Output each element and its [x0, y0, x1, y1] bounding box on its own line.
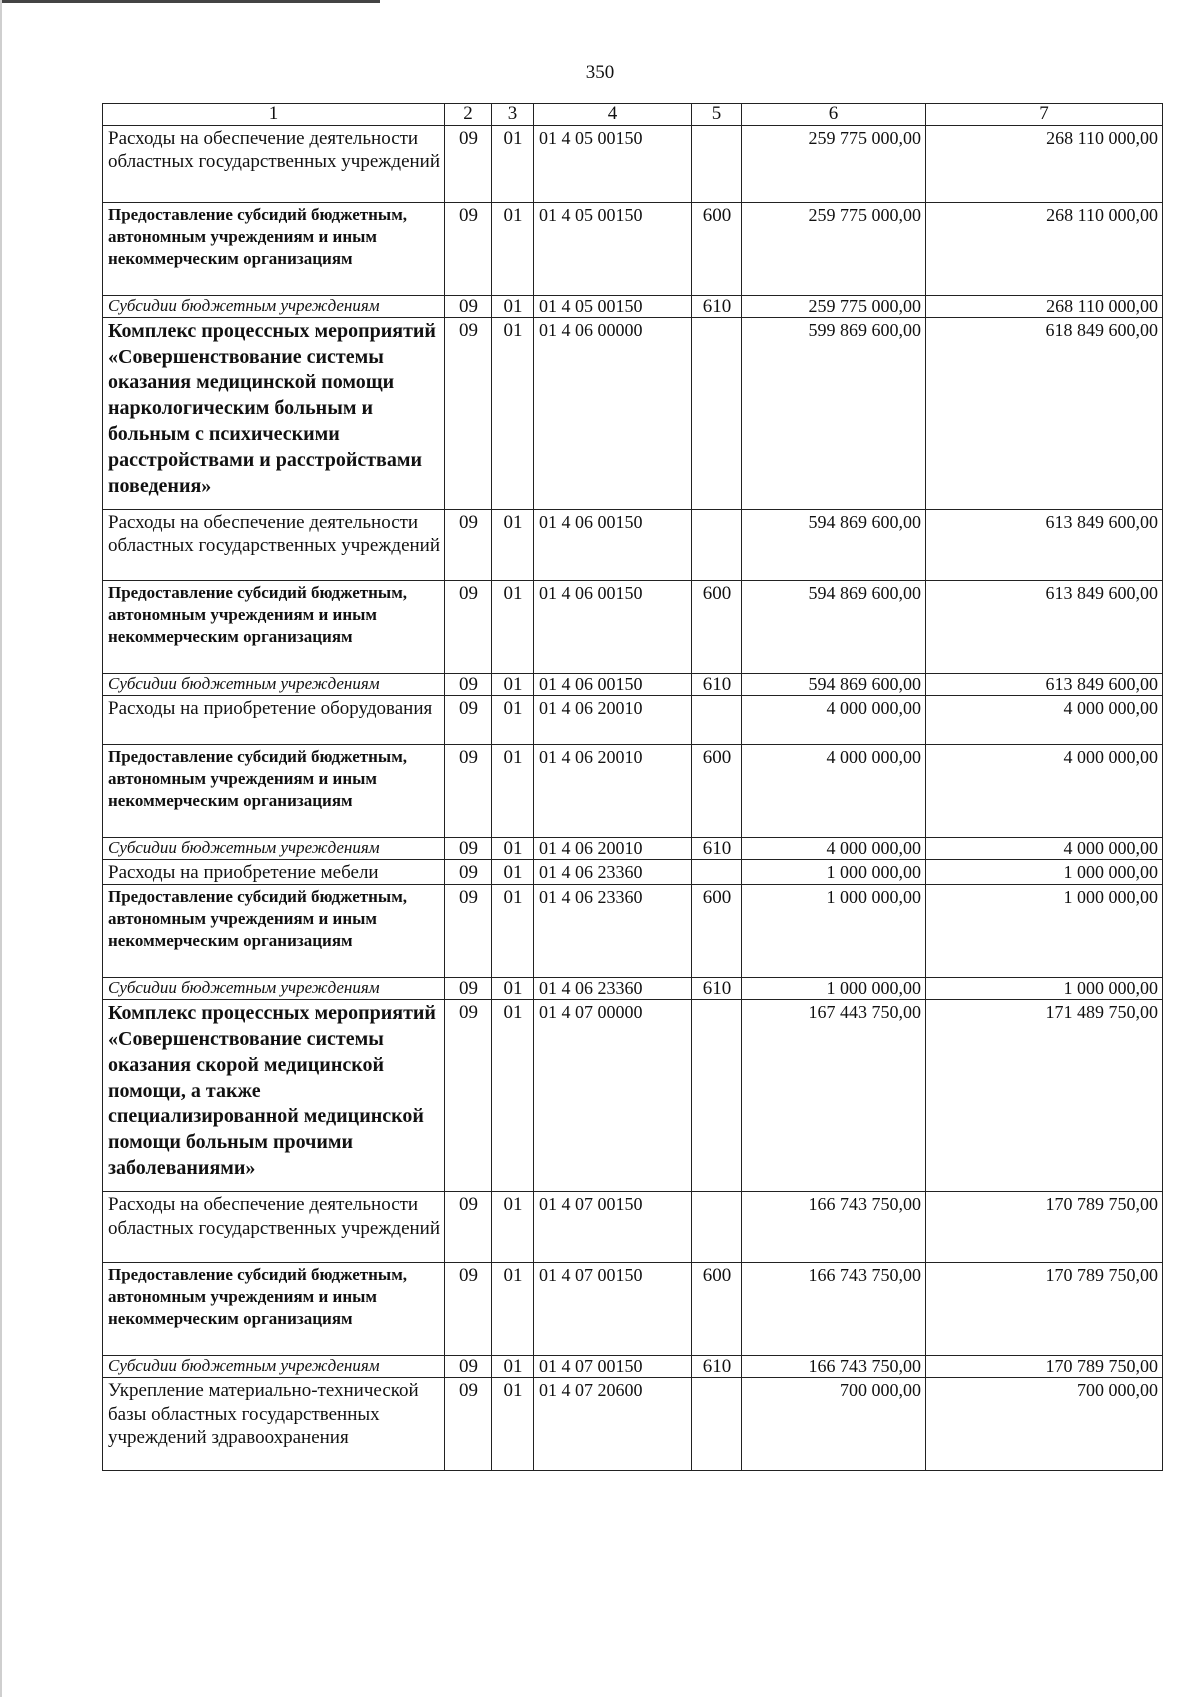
- amount-year-2-cell: 170 789 750,00: [926, 1356, 1163, 1378]
- column-header: 3: [492, 104, 534, 126]
- amount-year-2-cell: 613 849 600,00: [926, 580, 1163, 673]
- amount-year-1-cell: 700 000,00: [742, 1378, 926, 1471]
- table-row: [103, 1192, 1163, 1263]
- amount-year-1-cell: 166 743 750,00: [742, 1356, 926, 1378]
- table-row: [103, 978, 1163, 1000]
- row-name-cell: Расходы на обеспечение деятельности областных государственных учреждений: [103, 125, 445, 202]
- subsection-code-cell: 01: [492, 978, 534, 1000]
- subsection-code-cell: 01: [492, 125, 534, 202]
- amount-year-1-cell: 594 869 600,00: [742, 673, 926, 695]
- subsection-code-cell: 01: [492, 695, 534, 744]
- section-code-cell: 09: [445, 837, 492, 859]
- target-article-cell: 01 4 07 00150: [534, 1263, 692, 1356]
- table-row: [103, 695, 1163, 744]
- row-name-cell: Субсидии бюджетным учреждениям: [103, 673, 445, 695]
- subsection-code-cell: 01: [492, 295, 534, 317]
- table-row: [103, 859, 1163, 884]
- scan-edge-rule: [0, 0, 380, 3]
- amount-year-1-cell: 166 743 750,00: [742, 1192, 926, 1263]
- amount-year-1-cell: 259 775 000,00: [742, 125, 926, 202]
- amount-year-2-cell: 4 000 000,00: [926, 837, 1163, 859]
- expense-type-cell: 600: [692, 744, 742, 837]
- column-header: 5: [692, 104, 742, 126]
- amount-year-2-cell: 4 000 000,00: [926, 744, 1163, 837]
- amount-year-2-cell: 700 000,00: [926, 1378, 1163, 1471]
- section-code-cell: 09: [445, 1263, 492, 1356]
- section-code-cell: 09: [445, 673, 492, 695]
- amount-year-1-cell: 1 000 000,00: [742, 859, 926, 884]
- subsection-code-cell: 01: [492, 1263, 534, 1356]
- subsection-code-cell: 01: [492, 1356, 534, 1378]
- target-article-cell: 01 4 05 00150: [534, 125, 692, 202]
- section-code-cell: 09: [445, 885, 492, 978]
- amount-year-1-cell: 4 000 000,00: [742, 744, 926, 837]
- amount-year-2-cell: 268 110 000,00: [926, 202, 1163, 295]
- table-row: [103, 885, 1163, 978]
- amount-year-2-cell: 613 849 600,00: [926, 673, 1163, 695]
- section-code-cell: 09: [445, 695, 492, 744]
- section-code-cell: 09: [445, 509, 492, 580]
- row-name-cell: Субсидии бюджетным учреждениям: [103, 295, 445, 317]
- section-code-cell: 09: [445, 125, 492, 202]
- expense-type-cell: 610: [692, 295, 742, 317]
- target-article-cell: 01 4 07 00150: [534, 1356, 692, 1378]
- row-name-cell: Расходы на обеспечение деятельности областных государственных учреждений: [103, 1192, 445, 1263]
- column-header: 7: [926, 104, 1163, 126]
- row-name-cell: Предоставление субсидий бюджетным, автономным учреждениям и иным некоммерческим организациям: [103, 744, 445, 837]
- subsection-code-cell: 01: [492, 1192, 534, 1263]
- target-article-cell: 01 4 07 20600: [534, 1378, 692, 1471]
- column-header: 6: [742, 104, 926, 126]
- amount-year-1-cell: 594 869 600,00: [742, 509, 926, 580]
- row-name-cell: Расходы на приобретение мебели: [103, 859, 445, 884]
- subsection-code-cell: 01: [492, 673, 534, 695]
- expense-type-cell: [692, 1000, 742, 1192]
- target-article-cell: 01 4 06 00000: [534, 317, 692, 509]
- subsection-code-cell: 01: [492, 1000, 534, 1192]
- amount-year-2-cell: 613 849 600,00: [926, 509, 1163, 580]
- section-code-cell: 09: [445, 580, 492, 673]
- amount-year-2-cell: 1 000 000,00: [926, 885, 1163, 978]
- amount-year-1-cell: 259 775 000,00: [742, 202, 926, 295]
- subsection-code-cell: 01: [492, 885, 534, 978]
- expense-type-cell: [692, 859, 742, 884]
- target-article-cell: 01 4 05 00150: [534, 202, 692, 295]
- subsection-code-cell: 01: [492, 580, 534, 673]
- target-article-cell: 01 4 06 20010: [534, 744, 692, 837]
- table-row: [103, 202, 1163, 295]
- amount-year-1-cell: 599 869 600,00: [742, 317, 926, 509]
- row-name-cell: Субсидии бюджетным учреждениям: [103, 978, 445, 1000]
- target-article-cell: 01 4 05 00150: [534, 295, 692, 317]
- amount-year-1-cell: 594 869 600,00: [742, 580, 926, 673]
- amount-year-1-cell: 1 000 000,00: [742, 885, 926, 978]
- subsection-code-cell: 01: [492, 317, 534, 509]
- subsection-code-cell: 01: [492, 744, 534, 837]
- expense-type-cell: 600: [692, 202, 742, 295]
- target-article-cell: 01 4 06 23360: [534, 885, 692, 978]
- table-row: [103, 744, 1163, 837]
- expense-type-cell: 600: [692, 580, 742, 673]
- subsection-code-cell: 01: [492, 859, 534, 884]
- row-name-cell: Предоставление субсидий бюджетным, автономным учреждениям и иным некоммерческим организациям: [103, 580, 445, 673]
- amount-year-2-cell: 171 489 750,00: [926, 1000, 1163, 1192]
- table-row: [103, 580, 1163, 673]
- amount-year-2-cell: 618 849 600,00: [926, 317, 1163, 509]
- column-number-row: [103, 104, 1163, 126]
- amount-year-1-cell: 167 443 750,00: [742, 1000, 926, 1192]
- table-row: [103, 317, 1163, 509]
- section-code-cell: 09: [445, 744, 492, 837]
- row-name-cell: Комплекс процессных мероприятий «Совершенствование системы оказания скорой медицинской помощи, а также специализированной медицинской помощи больным прочими заболеваниями»: [103, 1000, 445, 1192]
- amount-year-1-cell: 4 000 000,00: [742, 837, 926, 859]
- row-name-cell: Субсидии бюджетным учреждениям: [103, 1356, 445, 1378]
- budget-table: [102, 103, 1163, 1471]
- column-header: 1: [103, 104, 445, 126]
- row-name-cell: Предоставление субсидий бюджетным, автономным учреждениям и иным некоммерческим организациям: [103, 202, 445, 295]
- row-name-cell: Укрепление материально-технической базы областных государственных учреждений здравоохранения: [103, 1378, 445, 1471]
- table-row: [103, 1000, 1163, 1192]
- expense-type-cell: 610: [692, 978, 742, 1000]
- target-article-cell: 01 4 06 00150: [534, 509, 692, 580]
- amount-year-1-cell: 1 000 000,00: [742, 978, 926, 1000]
- table-row: [103, 1356, 1163, 1378]
- section-code-cell: 09: [445, 859, 492, 884]
- row-name-cell: Расходы на обеспечение деятельности областных государственных учреждений: [103, 509, 445, 580]
- target-article-cell: 01 4 06 00150: [534, 673, 692, 695]
- amount-year-2-cell: 1 000 000,00: [926, 859, 1163, 884]
- expense-type-cell: [692, 695, 742, 744]
- table-row: [103, 1378, 1163, 1471]
- expense-type-cell: 610: [692, 1356, 742, 1378]
- section-code-cell: 09: [445, 978, 492, 1000]
- expense-type-cell: [692, 1192, 742, 1263]
- section-code-cell: 09: [445, 1192, 492, 1263]
- amount-year-1-cell: 166 743 750,00: [742, 1263, 926, 1356]
- row-name-cell: Расходы на приобретение оборудования: [103, 695, 445, 744]
- target-article-cell: 01 4 06 20010: [534, 695, 692, 744]
- amount-year-1-cell: 4 000 000,00: [742, 695, 926, 744]
- row-name-cell: Субсидии бюджетным учреждениям: [103, 837, 445, 859]
- section-code-cell: 09: [445, 317, 492, 509]
- amount-year-2-cell: 268 110 000,00: [926, 295, 1163, 317]
- section-code-cell: 09: [445, 1356, 492, 1378]
- column-header: 4: [534, 104, 692, 126]
- subsection-code-cell: 01: [492, 202, 534, 295]
- scan-left-edge: [0, 0, 2, 1697]
- expense-type-cell: 600: [692, 885, 742, 978]
- target-article-cell: 01 4 06 00150: [534, 580, 692, 673]
- table-row: [103, 837, 1163, 859]
- subsection-code-cell: 01: [492, 509, 534, 580]
- expense-type-cell: 610: [692, 673, 742, 695]
- target-article-cell: 01 4 07 00150: [534, 1192, 692, 1263]
- table-row: [103, 125, 1163, 202]
- amount-year-2-cell: 170 789 750,00: [926, 1192, 1163, 1263]
- table-row: [103, 295, 1163, 317]
- column-header: 2: [445, 104, 492, 126]
- amount-year-1-cell: 259 775 000,00: [742, 295, 926, 317]
- target-article-cell: 01 4 06 20010: [534, 837, 692, 859]
- row-name-cell: Комплекс процессных мероприятий «Совершенствование системы оказания медицинской помощи наркологическим больным и больным с психическими расстройствами и расстройствами поведения»: [103, 317, 445, 509]
- expense-type-cell: [692, 509, 742, 580]
- target-article-cell: 01 4 07 00000: [534, 1000, 692, 1192]
- expense-type-cell: [692, 1378, 742, 1471]
- table-row: [103, 673, 1163, 695]
- section-code-cell: 09: [445, 1000, 492, 1192]
- page-number: 350: [585, 62, 615, 83]
- section-code-cell: 09: [445, 295, 492, 317]
- section-code-cell: 09: [445, 202, 492, 295]
- row-name-cell: Предоставление субсидий бюджетным, автономным учреждениям и иным некоммерческим организациям: [103, 1263, 445, 1356]
- expense-type-cell: [692, 125, 742, 202]
- table-row: [103, 1263, 1163, 1356]
- amount-year-2-cell: 1 000 000,00: [926, 978, 1163, 1000]
- amount-year-2-cell: 268 110 000,00: [926, 125, 1163, 202]
- table-row: [103, 509, 1163, 580]
- target-article-cell: 01 4 06 23360: [534, 978, 692, 1000]
- expense-type-cell: 610: [692, 837, 742, 859]
- amount-year-2-cell: 4 000 000,00: [926, 695, 1163, 744]
- expense-type-cell: 600: [692, 1263, 742, 1356]
- expense-type-cell: [692, 317, 742, 509]
- subsection-code-cell: 01: [492, 837, 534, 859]
- section-code-cell: 09: [445, 1378, 492, 1471]
- subsection-code-cell: 01: [492, 1378, 534, 1471]
- row-name-cell: Предоставление субсидий бюджетным, автономным учреждениям и иным некоммерческим организациям: [103, 885, 445, 978]
- target-article-cell: 01 4 06 23360: [534, 859, 692, 884]
- amount-year-2-cell: 170 789 750,00: [926, 1263, 1163, 1356]
